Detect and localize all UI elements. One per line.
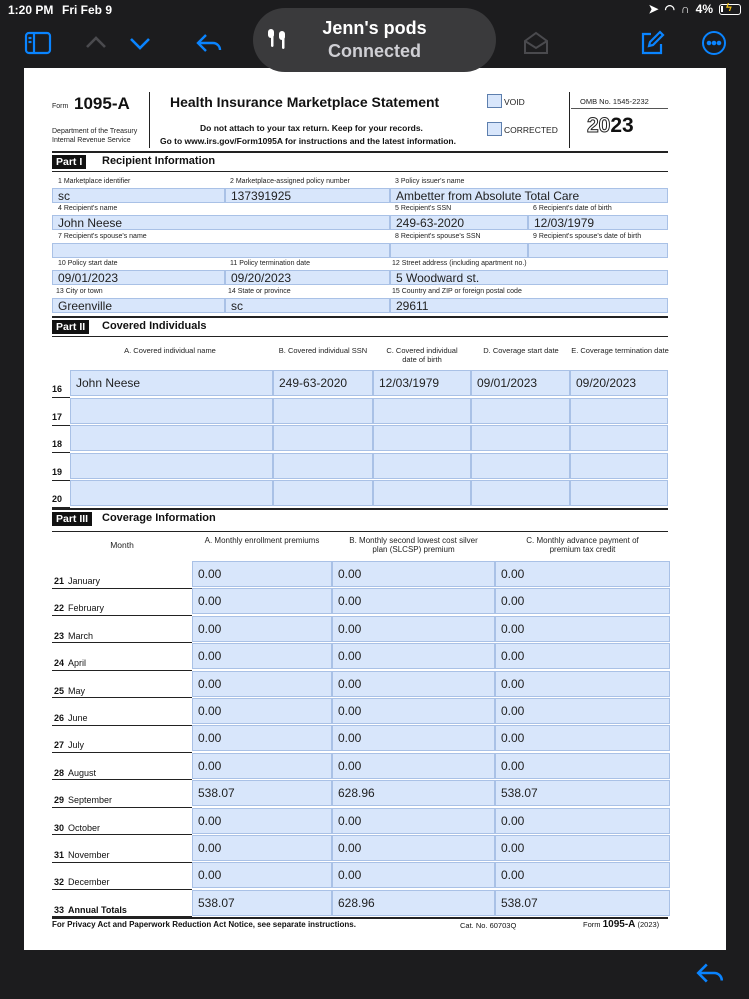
row-number: 33 — [54, 904, 65, 915]
month-name: July — [68, 740, 85, 751]
enrollment-premium-cell[interactable]: 0.00 — [192, 616, 332, 642]
row-number: 25 — [54, 685, 65, 696]
enrollment-premium-cell[interactable]: 538.07 — [192, 890, 332, 916]
covered-dob-cell[interactable] — [373, 425, 471, 451]
divider — [569, 92, 570, 148]
slcsp-premium-cell[interactable]: 0.00 — [332, 725, 495, 751]
footer-form-id — [583, 919, 659, 930]
field-label: 9 Recipient's spouse's date of birth — [533, 233, 642, 240]
coverage-end-cell[interactable]: 09/20/2023 — [570, 370, 668, 396]
covered-ssn-cell[interactable] — [273, 453, 373, 479]
advance-payment-cell[interactable]: 538.07 — [495, 890, 670, 916]
form-number: 1095-A — [74, 94, 130, 113]
row-number: 26 — [54, 713, 65, 723]
advance-payment-cell[interactable]: 0.00 — [495, 698, 670, 724]
covered-dob-cell[interactable] — [373, 480, 471, 506]
covered-name-cell[interactable] — [70, 480, 273, 506]
month-row-label — [54, 795, 112, 805]
month-row-label — [54, 768, 96, 778]
slcsp-premium-cell[interactable]: 0.00 — [332, 616, 495, 642]
covered-ssn-cell[interactable] — [273, 425, 373, 451]
field-label: 14 State or province — [228, 288, 291, 295]
advance-payment-cell[interactable]: 0.00 — [495, 725, 670, 751]
col-header-covered-ssn: B. Covered individual SSN — [278, 346, 368, 355]
col-header-covered-dob-line2: date of birth — [402, 355, 442, 364]
divider — [52, 725, 192, 726]
recipient-name-field[interactable]: John Neese — [52, 215, 390, 230]
covered-dob-cell[interactable]: 12/03/1979 — [373, 370, 471, 396]
form-title: Health Insurance Marketplace Statement — [170, 94, 440, 110]
chevron-up-icon[interactable] — [80, 28, 112, 58]
coverage-start-cell[interactable] — [471, 425, 570, 451]
divider — [52, 452, 70, 453]
tax-year-suffix: 23 — [610, 114, 634, 137]
col-header-advance-payment-line2: premium tax credit — [549, 545, 616, 554]
covered-ssn-cell[interactable]: 249-63-2020 — [273, 370, 373, 396]
month-row-label — [54, 576, 100, 586]
row-number: 20 — [52, 494, 63, 504]
policy-issuer-field[interactable]: Ambetter from Absolute Total Care — [390, 188, 668, 203]
covered-ssn-cell[interactable] — [273, 398, 373, 424]
divider — [52, 316, 668, 318]
status-date: Fri Feb 9 — [62, 3, 113, 17]
advance-payment-cell[interactable]: 0.00 — [495, 753, 670, 779]
catalog-number: Cat. No. 60703Q — [460, 921, 517, 930]
divider — [52, 507, 70, 508]
enrollment-premium-cell[interactable]: 0.00 — [192, 835, 332, 861]
state-field[interactable]: sc — [225, 298, 390, 313]
battery-percent: 4% — [695, 2, 713, 16]
dept-line2: Internal Revenue Service — [52, 137, 131, 144]
policy-number-field[interactable]: 137391925 — [225, 188, 390, 203]
part2-label: Part II — [52, 320, 89, 334]
month-name: April — [68, 658, 87, 669]
month-row-label — [54, 603, 104, 613]
form-1095a-page[interactable] — [24, 68, 726, 950]
month-row-label — [54, 905, 127, 915]
recipient-dob-field[interactable]: 12/03/1979 — [528, 215, 668, 230]
row-number: 19 — [52, 466, 63, 477]
archive-icon[interactable] — [520, 28, 552, 58]
slcsp-premium-cell[interactable]: 0.00 — [332, 835, 495, 861]
divider — [52, 834, 192, 835]
advance-payment-cell[interactable]: 0.00 — [495, 616, 670, 642]
divider — [52, 397, 70, 398]
row-number: 23 — [54, 630, 65, 641]
covered-dob-cell[interactable] — [373, 453, 471, 479]
month-name: November — [68, 850, 110, 860]
field-label: 2 Marketplace-assigned policy number — [230, 178, 350, 185]
col-header-advance-payment — [495, 536, 670, 554]
zip-field[interactable]: 29611 — [390, 298, 668, 313]
corrected-label: CORRECTED — [504, 125, 558, 135]
enrollment-premium-cell[interactable]: 0.00 — [192, 588, 332, 614]
month-row-label — [54, 877, 110, 887]
covered-name-cell[interactable]: John Neese — [70, 370, 273, 396]
recipient-ssn-field[interactable]: 249-63-2020 — [390, 215, 528, 230]
airpods-connected-banner[interactable] — [253, 8, 496, 72]
month-name: January — [68, 576, 101, 586]
slcsp-premium-cell[interactable]: 628.96 — [332, 890, 495, 916]
spouse-name-field[interactable] — [52, 243, 390, 258]
covered-name-cell[interactable] — [70, 398, 273, 424]
month-name: October — [68, 822, 101, 833]
advance-payment-cell[interactable]: 0.00 — [495, 835, 670, 861]
reply-icon[interactable] — [695, 958, 725, 988]
month-name: June — [68, 713, 88, 723]
divider — [52, 531, 668, 532]
slcsp-premium-cell[interactable]: 628.96 — [332, 780, 495, 806]
field-label: 13 City or town — [56, 288, 103, 295]
advance-payment-cell[interactable]: 538.07 — [495, 780, 670, 806]
part1-label: Part I — [52, 155, 86, 169]
advance-payment-cell[interactable]: 0.00 — [495, 561, 670, 587]
col-header-slcsp-line2: plan (SLCSP) premium — [372, 545, 455, 554]
notice-line2: Go to www.irs.gov/Form1095A for instructions and the latest information. — [160, 136, 456, 146]
divider — [52, 697, 192, 698]
privacy-notice: For Privacy Act and Paperwork Reduction Act Notice, see separate instructions. — [52, 920, 356, 929]
status-right — [648, 2, 741, 16]
row-number: 22 — [54, 603, 65, 614]
spouse-dob-field[interactable] — [528, 243, 668, 258]
month-row-label — [54, 850, 110, 860]
compose-icon[interactable] — [636, 28, 668, 58]
row-number: 17 — [52, 411, 63, 422]
slcsp-premium-cell[interactable]: 0.00 — [332, 643, 495, 669]
divider — [52, 336, 668, 337]
coverage-start-cell[interactable] — [471, 398, 570, 424]
coverage-end-cell[interactable] — [570, 398, 668, 424]
status-time: 1:20 PM — [8, 3, 54, 17]
coverage-end-cell[interactable] — [570, 453, 668, 479]
field-label: 5 Recipient's SSN — [395, 205, 452, 212]
enrollment-premium-cell[interactable]: 0.00 — [192, 725, 332, 751]
airpods-name: Jenn's pods — [322, 18, 427, 38]
covered-ssn-cell[interactable] — [273, 480, 373, 506]
field-label: 4 Recipient's name — [58, 205, 118, 212]
covered-name-cell[interactable] — [70, 453, 273, 479]
month-row-label — [54, 740, 84, 750]
divider — [52, 480, 70, 481]
part3-title: Coverage Information — [102, 512, 216, 524]
divider — [52, 588, 192, 589]
footer-form-word: Form — [583, 920, 601, 929]
divider — [149, 92, 150, 148]
divider — [52, 615, 192, 616]
divider — [52, 642, 192, 643]
coverage-start-cell[interactable] — [471, 453, 570, 479]
tax-year — [587, 114, 634, 138]
row-number: 30 — [54, 822, 65, 833]
divider — [52, 171, 668, 172]
row-number: 24 — [54, 658, 65, 669]
month-row-label — [54, 686, 85, 696]
form-label: Form — [52, 103, 69, 110]
divider — [52, 889, 192, 890]
month-name: September — [68, 795, 113, 806]
part2-title: Covered Individuals — [102, 320, 207, 332]
spouse-ssn-field[interactable] — [390, 243, 528, 258]
slcsp-premium-cell[interactable]: 0.00 — [332, 561, 495, 587]
bottom-bar — [0, 950, 749, 999]
slcsp-premium-cell[interactable]: 0.00 — [332, 862, 495, 888]
row-number: 16 — [52, 384, 63, 394]
location-icon: ➤ — [648, 2, 659, 16]
slcsp-premium-cell[interactable]: 0.00 — [332, 588, 495, 614]
enrollment-premium-cell[interactable]: 0.00 — [192, 698, 332, 724]
street-address-field[interactable]: 5 Woodward st. — [390, 270, 668, 285]
col-header-slcsp-line1: B. Monthly second lowest cost silver — [349, 536, 478, 545]
void-checkbox[interactable] — [487, 94, 502, 108]
battery-icon: ϟ — [719, 4, 741, 15]
row-number: 21 — [54, 576, 65, 586]
slcsp-premium-cell[interactable]: 0.00 — [332, 753, 495, 779]
footer-form-number: 1095-A — [602, 919, 636, 930]
slcsp-premium-cell[interactable]: 0.00 — [332, 698, 495, 724]
coverage-start-cell[interactable] — [471, 480, 570, 506]
advance-payment-cell[interactable]: 0.00 — [495, 643, 670, 669]
marketplace-id-field[interactable]: sc — [52, 188, 225, 203]
month-name: February — [68, 603, 105, 614]
month-name: Annual Totals — [68, 904, 127, 915]
month-row-label — [54, 658, 86, 668]
row-number: 28 — [54, 767, 65, 778]
col-header-covered-name: A. Covered individual name — [124, 346, 216, 355]
advance-payment-cell[interactable]: 0.00 — [495, 671, 670, 697]
divider — [52, 425, 70, 426]
row-number: 29 — [54, 795, 65, 806]
field-label: 3 Policy issuer's name — [395, 178, 465, 185]
omb-number: OMB No. 1545-2232 — [580, 97, 649, 106]
col-header-coverage-start: D. Coverage start date — [483, 346, 559, 355]
void-label: VOID — [504, 97, 525, 107]
col-header-month: Month — [110, 540, 134, 550]
divider — [52, 752, 192, 753]
part1-title: Recipient Information — [102, 155, 216, 167]
divider — [571, 108, 668, 109]
sidebar-icon[interactable] — [22, 28, 54, 58]
col-header-enrollment-premiums: A. Monthly enrollment premiums — [204, 536, 320, 545]
field-label: 1 Marketplace identifier — [58, 178, 131, 185]
advance-payment-cell[interactable]: 0.00 — [495, 588, 670, 614]
policy-termination-date-field[interactable]: 09/20/2023 — [225, 270, 390, 285]
divider — [52, 151, 668, 153]
notice-line1: Do not attach to your tax return. Keep for your records. — [200, 123, 423, 133]
advance-payment-cell[interactable]: 0.00 — [495, 808, 670, 834]
city-field[interactable]: Greenville — [52, 298, 225, 313]
enrollment-premium-cell[interactable]: 0.00 — [192, 561, 332, 587]
coverage-start-cell[interactable]: 09/01/2023 — [471, 370, 570, 396]
month-name: December — [68, 877, 110, 888]
divider — [52, 670, 192, 671]
enrollment-premium-cell[interactable]: 0.00 — [192, 671, 332, 697]
airpods-status: Connected — [327, 41, 421, 61]
field-label: 11 Policy termination date — [230, 260, 311, 267]
reply-icon[interactable] — [193, 28, 225, 58]
month-row-label — [54, 631, 93, 641]
enrollment-premium-cell[interactable]: 0.00 — [192, 862, 332, 888]
divider — [52, 916, 192, 917]
headphones-icon: ∩ — [680, 2, 690, 16]
month-name: May — [68, 685, 86, 696]
col-header-advance-payment-line1: C. Monthly advance payment of — [526, 536, 639, 545]
enrollment-premium-cell[interactable]: 0.00 — [192, 753, 332, 779]
field-label: 15 Country and ZIP or foreign postal code — [392, 288, 522, 295]
row-number: 27 — [54, 740, 65, 751]
col-header-covered-dob-line1: C. Covered individual — [386, 346, 458, 355]
divider — [52, 862, 192, 863]
divider — [52, 807, 192, 808]
month-name: March — [68, 630, 94, 641]
chevron-down-icon[interactable] — [124, 28, 156, 58]
tax-year-prefix: 20 — [587, 114, 611, 137]
covered-name-cell[interactable] — [70, 425, 273, 451]
field-label: 6 Recipient's date of birth — [533, 205, 612, 212]
field-label: 10 Policy start date — [58, 260, 118, 267]
policy-start-date-field[interactable]: 09/01/2023 — [52, 270, 225, 285]
divider — [52, 779, 192, 780]
month-name: August — [68, 767, 97, 778]
col-header-covered-dob — [373, 346, 471, 364]
slcsp-premium-cell[interactable]: 0.00 — [332, 808, 495, 834]
more-icon[interactable] — [698, 28, 730, 58]
divider — [52, 917, 668, 919]
wifi-icon: ◠ — [664, 2, 675, 16]
slcsp-premium-cell[interactable]: 0.00 — [332, 671, 495, 697]
month-row-label — [54, 823, 100, 833]
coverage-end-cell[interactable] — [570, 480, 668, 506]
col-header-coverage-end: E. Coverage termination date — [571, 346, 669, 355]
row-number: 18 — [52, 439, 63, 449]
part3-label: Part III — [52, 512, 92, 526]
field-label: 8 Recipient's spouse's SSN — [395, 233, 481, 240]
row-number: 32 — [54, 877, 65, 888]
row-number: 31 — [54, 850, 65, 860]
enrollment-premium-cell[interactable]: 0.00 — [192, 643, 332, 669]
month-row-label — [54, 713, 88, 723]
enrollment-premium-cell[interactable]: 0.00 — [192, 808, 332, 834]
dept-line1: Department of the Treasury — [52, 128, 138, 135]
field-label: 12 Street address (including apartment no.) — [392, 260, 527, 267]
col-header-slcsp — [332, 536, 495, 554]
coverage-end-cell[interactable] — [570, 425, 668, 451]
advance-payment-cell[interactable]: 0.00 — [495, 862, 670, 888]
covered-dob-cell[interactable] — [373, 398, 471, 424]
footer-form-year: (2023) — [637, 920, 660, 929]
divider — [52, 508, 668, 510]
enrollment-premium-cell[interactable]: 538.07 — [192, 780, 332, 806]
corrected-checkbox[interactable] — [487, 122, 502, 136]
field-label: 7 Recipient's spouse's name — [58, 233, 147, 240]
